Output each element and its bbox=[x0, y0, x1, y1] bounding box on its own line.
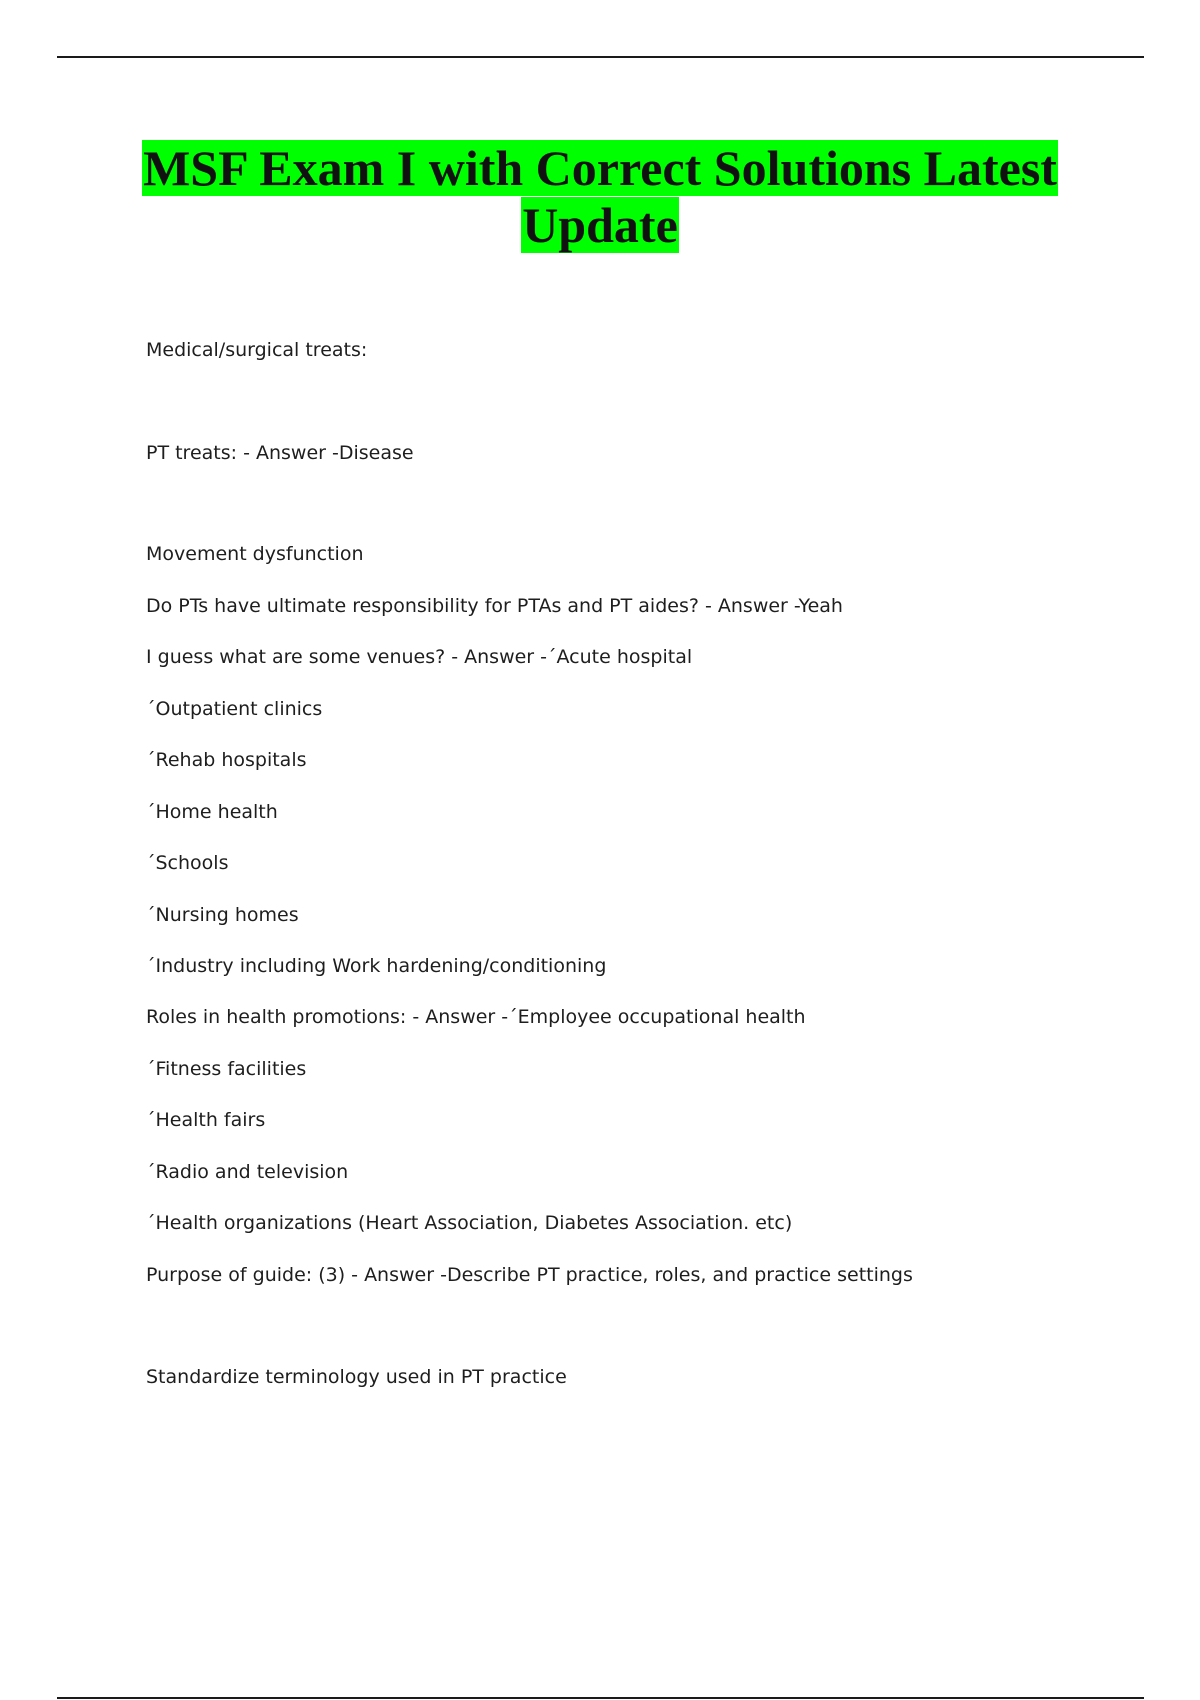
text-line: Do PTs have ultimate responsibility for PTAs and PT aides? - Answer -Yeah bbox=[146, 595, 843, 617]
list-item: ´Fitness facilities bbox=[146, 1058, 307, 1080]
list-item: ´Industry including Work hardening/conditioning bbox=[146, 955, 607, 977]
text-line: Roles in health promotions: - Answer -´Employee occupational health bbox=[146, 1006, 806, 1028]
list-item: ´Outpatient clinics bbox=[146, 698, 323, 720]
header-rule bbox=[57, 56, 1144, 58]
text-line: I guess what are some venues? - Answer -´Acute hospital bbox=[146, 646, 693, 668]
text-line: Movement dysfunction bbox=[146, 543, 364, 565]
list-item: ´Nursing homes bbox=[146, 904, 299, 926]
text-line: Standardize terminology used in PT practice bbox=[146, 1366, 567, 1388]
list-item: ´Home health bbox=[146, 801, 278, 823]
text-line: Purpose of guide: (3) - Answer -Describe PT practice, roles, and practice settings bbox=[146, 1264, 913, 1286]
list-item: ´Radio and television bbox=[146, 1161, 349, 1183]
title-line-1: MSF Exam I with Correct Solutions Latest bbox=[143, 140, 1057, 196]
title-line-2: Update bbox=[522, 197, 678, 253]
document-title bbox=[100, 140, 1100, 254]
footer-rule bbox=[57, 1697, 1144, 1699]
list-item: ´Health organizations (Heart Association, Diabetes Association. etc) bbox=[146, 1212, 793, 1234]
list-item: ´Health fairs bbox=[146, 1109, 266, 1131]
list-item: ´Schools bbox=[146, 852, 229, 874]
list-item: ´Rehab hospitals bbox=[146, 749, 307, 771]
text-line: Medical/surgical treats: bbox=[146, 339, 368, 361]
text-line: PT treats: - Answer -Disease bbox=[146, 442, 414, 464]
